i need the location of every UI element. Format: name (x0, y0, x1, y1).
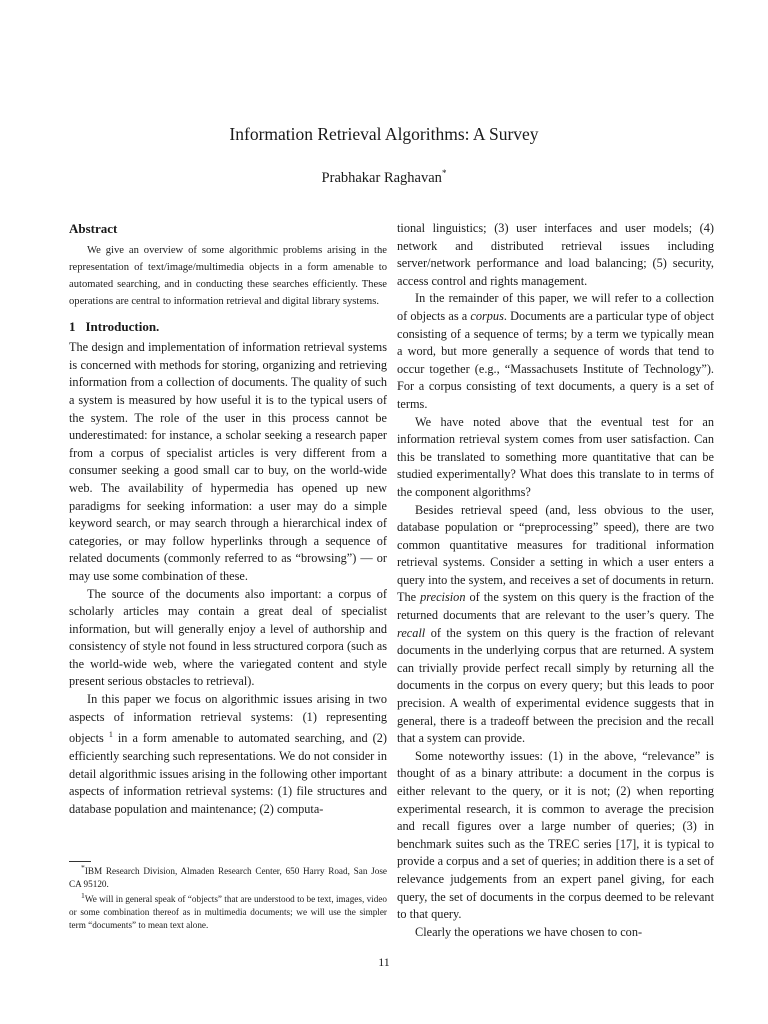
intro-paragraph-3 (69, 691, 387, 818)
intro-p3-part-b: in a form amenable to automated searching, and (2) efficiently searching such representations. We do not consider in detail algorithmic issues arising in the following other important aspects of information retrieval systems: (1) file structures and database population and maintenance; (2) computa- (69, 731, 388, 816)
right-p4-part-c: of the system on this query is the fraction of relevant documents in the underlying corpus that are returned. A system can trivially provide perfect recall simply by returning all the documents in the corpus on every query; but this leads to poor precision. A wealth of experimental evidence suggests that in general, there is a tradeoff between the precision and the recall that a system can provide. (397, 625, 714, 746)
right-p2-part-b: . Documents are a particular type of object consisting of a sequence of terms; by a term we typically mean a word, but more generally a sequence of words that tend to occur together (e.g., “Massachusets Institute of Technology”). For a corpus consisting of text documents, a query is a set of terms. (397, 308, 714, 411)
abstract-heading: Abstract (69, 221, 118, 236)
term-precision: precision (420, 590, 466, 605)
right-paragraph-1: tional linguistics; (3) user interfaces and user models; (4) network and distributed retrieval issues including server/network performance and load balancing; (5) security, access control and rights management. (397, 221, 714, 288)
paper-title: Information Retrieval Algorithms: A Survey (229, 124, 539, 144)
author-name (0, 168, 768, 187)
footnote-author-text: IBM Research Division, Almaden Research Center, 650 Harry Road, San Jose CA 95120. (69, 866, 387, 889)
intro-paragraph-2: The source of the documents also important: a corpus of scholarly articles may contain a great deal of specialist information, but will generally enjoy a level of authorship and consistency of style not found in less structured corpora (such as the world-wide web, where the variegated content and style present serious obstacles to retrieval). (69, 586, 387, 689)
author-footnote-mark: * (441, 168, 447, 178)
right-paragraph-3: We have noted above that the eventual test for an information retrieval system comes from user satisfaction. Can this be translated to something more quantitative that can be studied experimentally? What does this translate to in terms of the component algorithms? (397, 414, 714, 499)
author-text: Prabhakar Raghavan (321, 169, 442, 186)
section-heading-introduction (69, 318, 387, 336)
right-paragraph-2 (397, 290, 714, 413)
term-corpus: corpus (470, 308, 504, 323)
left-column (69, 220, 387, 818)
footnote-author-mark: * (81, 863, 85, 872)
term-recall: recall (397, 625, 426, 640)
right-paragraph-4 (397, 502, 714, 748)
intro-p3-part-a: In this paper we focus on algorithmic issues arising in two aspects of information retrieval systems: (1) representing objects (69, 692, 387, 746)
footnote-1 (69, 890, 387, 931)
right-paragraph-5: Some noteworthy issues: (1) in the above, “relevance” is thought of as a binary attribute: a document in the corpus is either relevant to the query, or it is not; (2) when reporting experimental research, it is common to average the precision and recall figures over a large number of queries; (3) in benchmark suites such as the TREC series [17], it is typical to provide a corpus and a set of queries; in addition there is a set of relevance judgements from an expert panel giving, for each query, the set of documents in the corpus deemed to be relevant to that query. (397, 748, 714, 922)
footnote-1-text: We will in general speak of “objects” that are understood to be text, images, video or some combination thereof as in multimedia documents; we will use the simpler term “documents” to mean text alone. (69, 894, 387, 930)
footnote-author (69, 862, 387, 890)
right-column (397, 220, 714, 941)
right-paragraph-6: Clearly the operations we have chosen to con- (415, 924, 643, 939)
right-p2-part-a: In the remainder of this paper, we will refer to a collection of objects as a (397, 291, 714, 323)
section-title: Introduction. (85, 318, 160, 334)
abstract-body: We give an overview of some algorithmic problems arising in the representation of text/image/multimedia objects in a form amenable to automated searching, and in conducting these searches efficiently. These operations are central to information retrieval and digital library systems. (69, 244, 387, 307)
page-number: 11 (378, 955, 390, 969)
footnotes (69, 862, 387, 931)
footnote-ref-1: 1 (108, 730, 113, 740)
section-number: 1 (69, 318, 76, 334)
right-p4-part-a: Besides retrieval speed (and, less obvious to the user, database population or “preprocessing” speed), there are two common quantitative measures for traditional information retrieval systems. Consider a setting in which a user enters a query into the system, and receives a set of documents in return. The (397, 502, 714, 605)
right-p4-part-b: of the system on this query is the fraction of the returned documents that are relevant to the user’s query. The (397, 590, 714, 623)
footnote-1-mark: 1 (81, 891, 85, 901)
intro-paragraph-1: The design and implementation of information retrieval systems is concerned with methods for storing, organizing and retrieving information from a collection of documents. The quality of such a system is measured by how useful it is to the typical users of the system. The role of the user in this process cannot be underestimated: for instance, a scholar seeking a research paper from a corpus of specialist articles is very different from a consumer seeking a good small car to buy, on the world-wide web. The availability of hypermedia has opened up new paradigms for seeking information: a user may do a simple keyword search, or may search through a hierarchical index of categories, or may follow hyperlinks through a sequence of related documents (commonly referred to as “browsing”) — or may use some combination of these. (69, 340, 387, 583)
